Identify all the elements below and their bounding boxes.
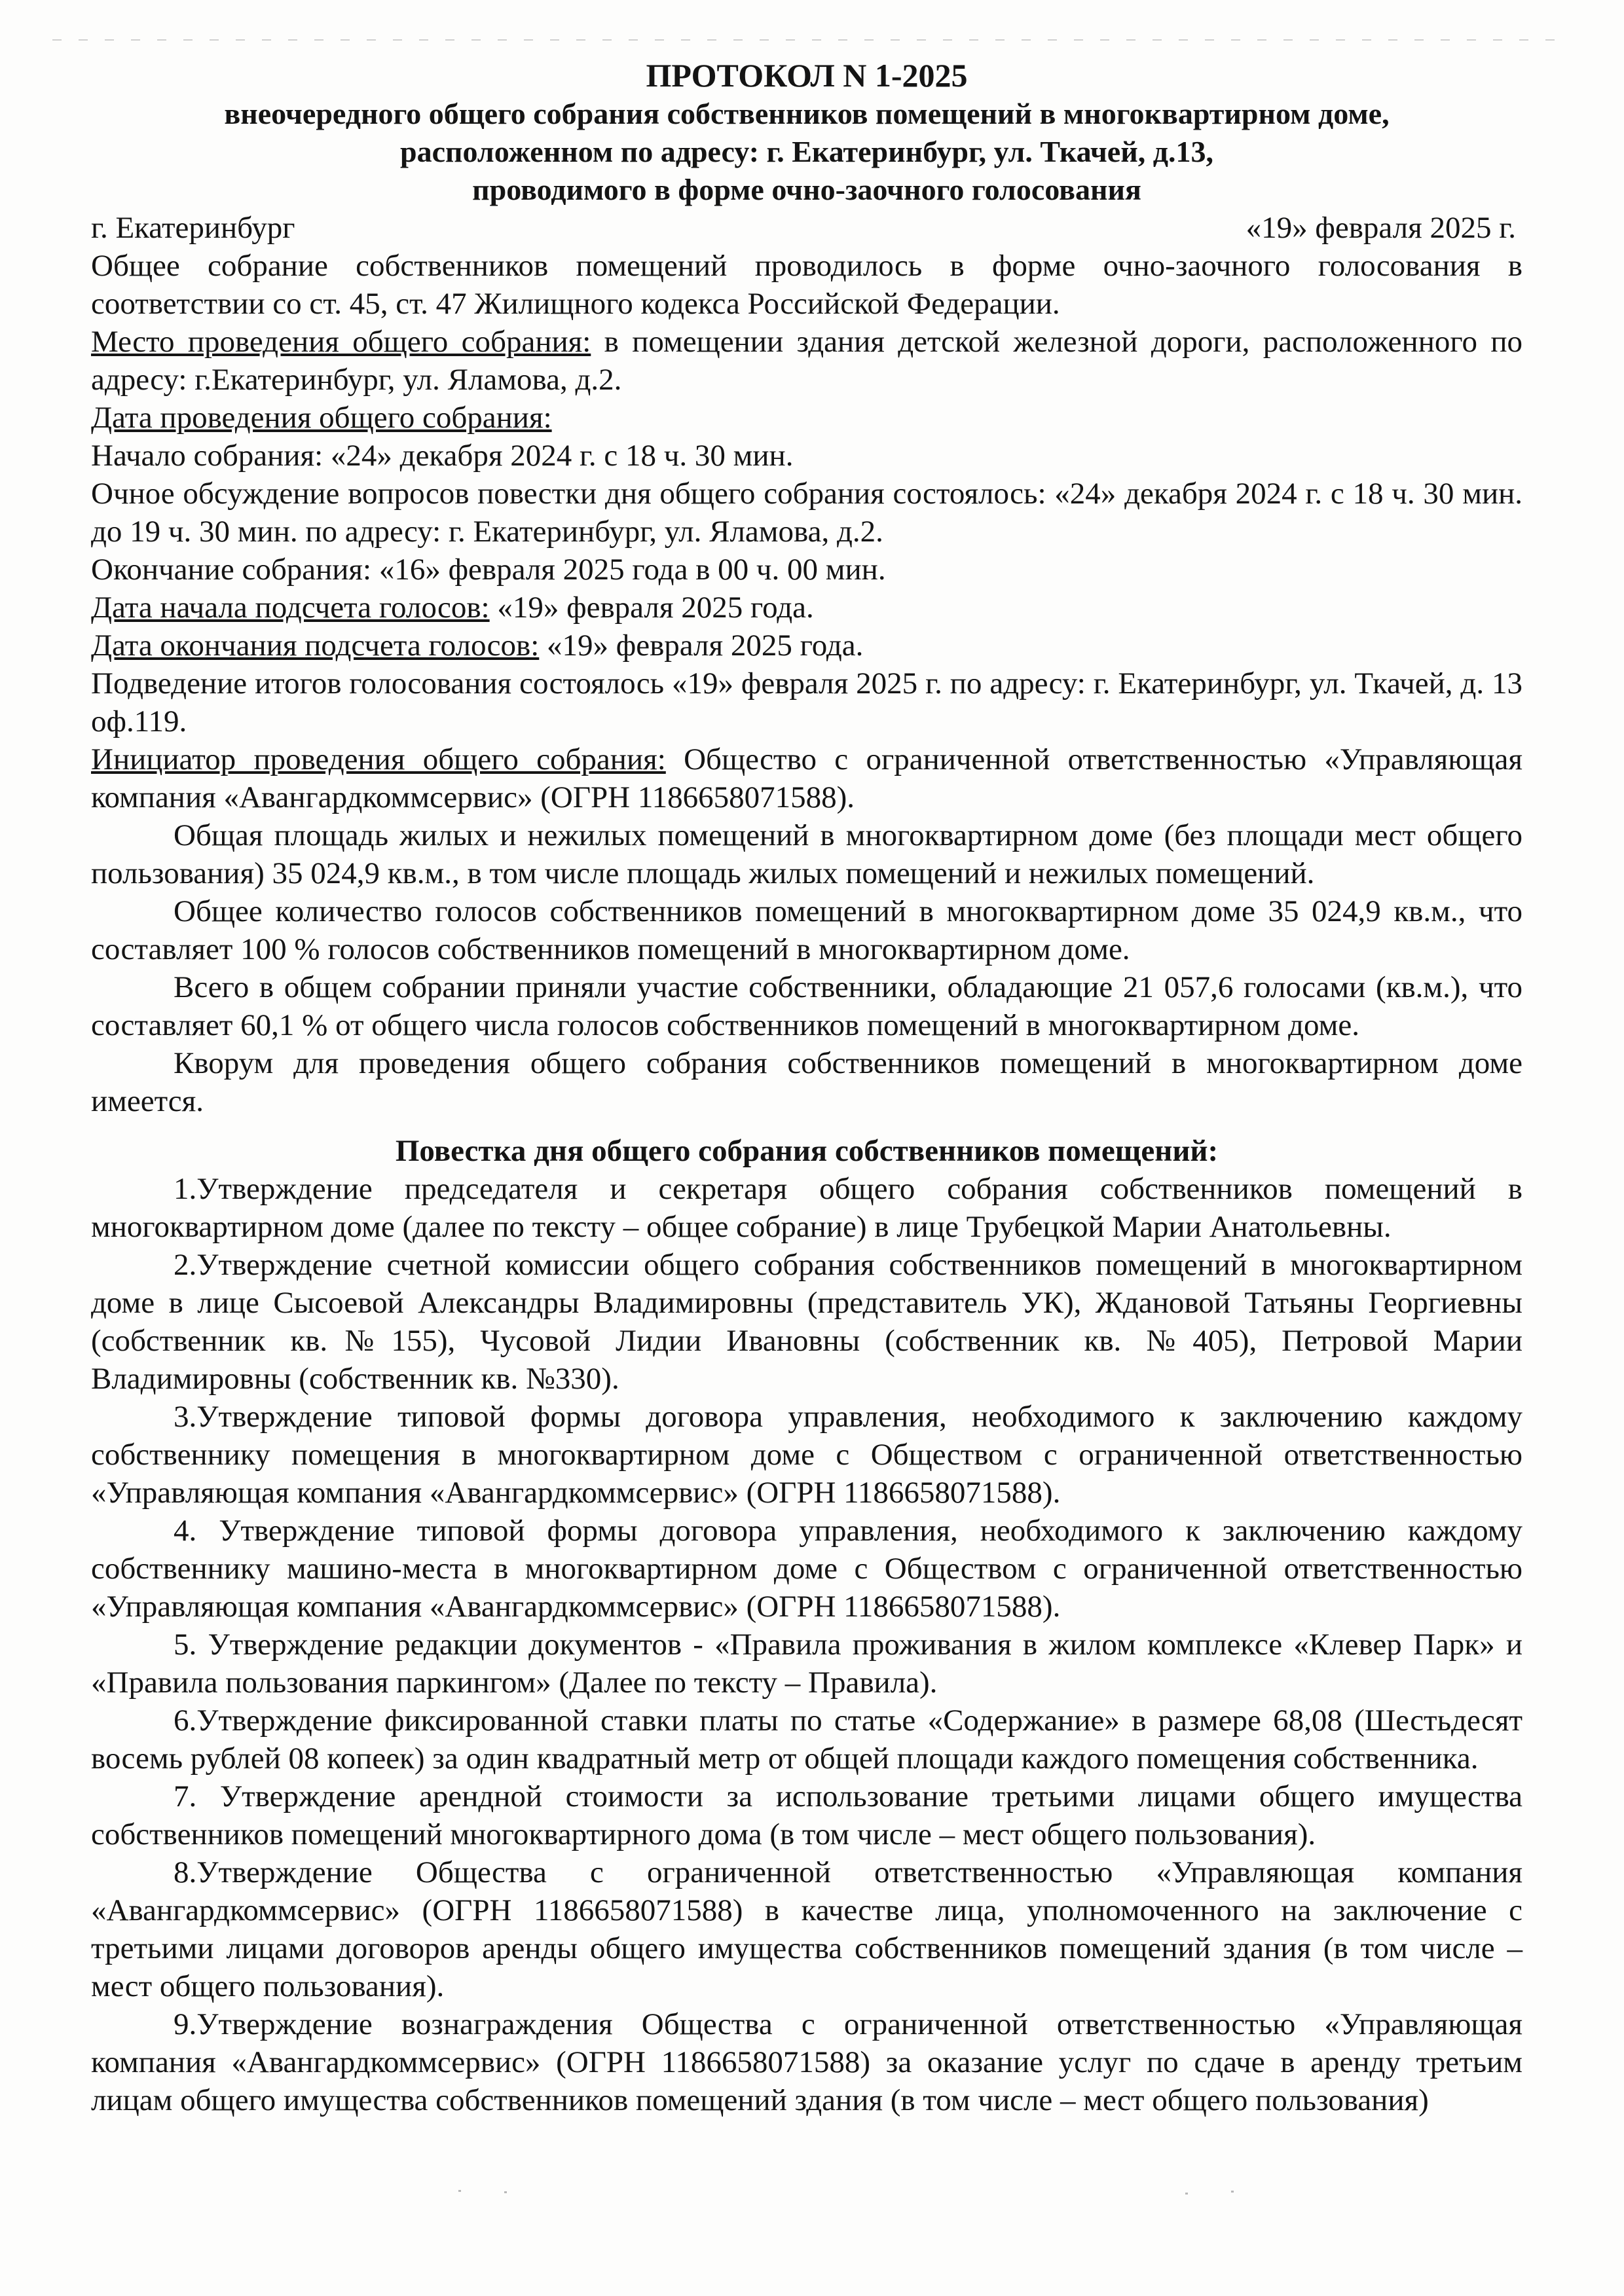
agenda-item-4: 4. Утверждение типовой формы договора управления, необходимого к заключению каждому собственнику машино-места в многоквартирном доме с Обществом с ограниченной ответственностью «Управляющая компания «Авангардкоммсервис» (ОГРН 1186658071588). bbox=[91, 1514, 1522, 1624]
area-paragraph: Общая площадь жилых и нежилых помещений в многоквартирном доме (без площади мест общего пользования) 35 024,9 кв.м., в том числе площадь жилых помещений и нежилых помещений. bbox=[91, 818, 1522, 890]
document-title: ПРОТОКОЛ N 1-2025 bbox=[646, 57, 968, 94]
place-date-row bbox=[91, 209, 1522, 247]
meeting-dates-label: Дата проведения общего собрания: bbox=[91, 401, 552, 435]
count-end-paragraph bbox=[91, 627, 1522, 665]
initiator-text: Общество с ограниченной ответственностью «Управляющая компания «Авангардкоммсервис» (ОГРН 1186658071588). bbox=[91, 742, 1522, 814]
count-start-paragraph bbox=[91, 589, 1522, 627]
agenda-item-1: 1.Утверждение председателя и секретаря общего собрания собственников помещений в многоквартирном доме (далее по тексту – общее собрание) в лице Трубецкой Марии Анатольевны. bbox=[91, 1172, 1522, 1244]
scan-speck bbox=[458, 2190, 461, 2192]
participation-paragraph: Всего в общем собрании приняли участие собственники, обладающие 21 057,6 голосами (кв.м.), что составляет 60,1 % от общего числа голосов собственников помещений в многоквартирном доме. bbox=[91, 970, 1522, 1042]
venue-text: в помещении здания детской железной дороги, расположенного по адресу: г.Екатеринбург, ул. Яламова, д.2. bbox=[91, 325, 1522, 397]
count-end-label: Дата окончания подсчета голосов: bbox=[91, 629, 540, 663]
initiator-label: Инициатор проведения общего собрания: bbox=[91, 742, 666, 776]
quorum-paragraph: Кворум для проведения общего собрания собственников помещений в многоквартирном доме имеется. bbox=[91, 1046, 1522, 1118]
initiator-paragraph bbox=[91, 740, 1522, 816]
agenda-item-3: 3.Утверждение типовой формы договора управления, необходимого к заключению каждому собственнику помещения в многоквартирном доме с Обществом с ограниченной ответственностью «Управляющая компания «Авангардкоммсервис» (ОГРН 1186658071588). bbox=[91, 1400, 1522, 1510]
count-end-text: «19» февраля 2025 года. bbox=[539, 629, 864, 663]
agenda-title: Повестка дня общего собрания собственников помещений: bbox=[395, 1134, 1219, 1168]
document-content bbox=[91, 56, 1522, 2119]
agenda-item-6: 6.Утверждение фиксированной ставки платы по статье «Содержание» в размере 68,08 (Шестьдесят восемь рублей 08 копеек) за один квадратный метр от общей площади каждого помещения собственника. bbox=[91, 1704, 1522, 1776]
scan-edge-line bbox=[52, 39, 1572, 41]
meeting-start: Начало собрания: «24» декабря 2024 г. с 18 ч. 30 мин. bbox=[91, 439, 794, 473]
agenda-item-7: 7. Утверждение арендной стоимости за использование третьими лицами общего имущества собственников помещений многоквартирного дома (в том числе – мест общего пользования). bbox=[91, 1779, 1522, 1851]
agenda-item-9: 9.Утверждение вознаграждения Общества с ограниченной ответственностью «Управляющая компания «Авангардкоммсервис» (ОГРН 1186658071588) за оказание услуг по сдаче в аренду третьим лицам общего имущества собственников помещений здания (в том числе – мест общего пользования) bbox=[91, 2007, 1522, 2117]
document-subtitle-line-2: расположенном по адресу: г. Екатеринбург, ул. Ткачей, д.13, bbox=[400, 135, 1213, 168]
document-subtitle-line-1: внеочередного общего собрания собственников помещений в многоквартирном доме, bbox=[224, 97, 1390, 130]
venue-label: Место проведения общего собрания: bbox=[91, 325, 591, 359]
scan-speck bbox=[1185, 2193, 1188, 2195]
meeting-end: Окончание собрания: «16» февраля 2025 года в 00 ч. 00 мин. bbox=[91, 553, 886, 587]
agenda-item-2: 2.Утверждение счетной комиссии общего собрания собственников помещений в многоквартирном доме в лице Сысоевой Александры Владимировны (представитель УК), Ждановой Татьяны Георгиевны (собственник кв.№155), Чусовой Лидии Ивановны (собственник кв. №405), Петровой Марии Владимировны (собственник кв. №330). bbox=[91, 1248, 1522, 1396]
city-label: г. Екатеринбург bbox=[91, 211, 295, 245]
meeting-form-paragraph: Общее собрание собственников помещений проводилось в форме очно-заочного голосования в соответствии со ст. 45, ст. 47 Жилищного кодекса Российской Федерации. bbox=[91, 249, 1522, 321]
document-subtitle-line-3: проводимого в форме очно-заочного голосования bbox=[472, 173, 1141, 206]
venue-paragraph bbox=[91, 323, 1522, 399]
in-person-discussion: Очное обсуждение вопросов повестки дня общего собрания состоялось: «24» декабря 2024 г. с 18 ч. 30 мин. до 19 ч. 30 мин. по адресу: г. Екатеринбург, ул. Яламова, д.2. bbox=[91, 477, 1522, 549]
count-start-label: Дата начала подсчета голосов: bbox=[91, 591, 490, 625]
results-paragraph: Подведение итогов голосования состоялось «19» февраля 2025 г. по адресу: г. Екатеринбург, ул. Ткачей, д. 13 оф.119. bbox=[91, 666, 1522, 738]
document-date: «19» февраля 2025 г. bbox=[1246, 211, 1516, 245]
agenda-item-5: 5. Утверждение редакции документов - «Правила проживания в жилом комплексе «Клевер Парк» и «Правила пользования паркингом» (Далее по тексту – Правила). bbox=[91, 1628, 1522, 1700]
scan-speck bbox=[504, 2191, 507, 2193]
votes-total-paragraph: Общее количество голосов собственников помещений в многоквартирном доме 35 024,9 кв.м., что составляет 100 % голосов собственников помещений в многоквартирном доме. bbox=[91, 894, 1522, 966]
scan-speck bbox=[1231, 2191, 1234, 2193]
agenda-item-8: 8.Утверждение Общества с ограниченной ответственностью «Управляющая компания «Авангардкоммсервис» (ОГРН 1186658071588) в качестве лица, уполномоченного на заключение с третьими лицами договоров аренды общего имущества собственников помещений здания (в том числе – мест общего пользования). bbox=[91, 1855, 1522, 2003]
count-start-text: «19» февраля 2025 года. bbox=[489, 591, 814, 625]
